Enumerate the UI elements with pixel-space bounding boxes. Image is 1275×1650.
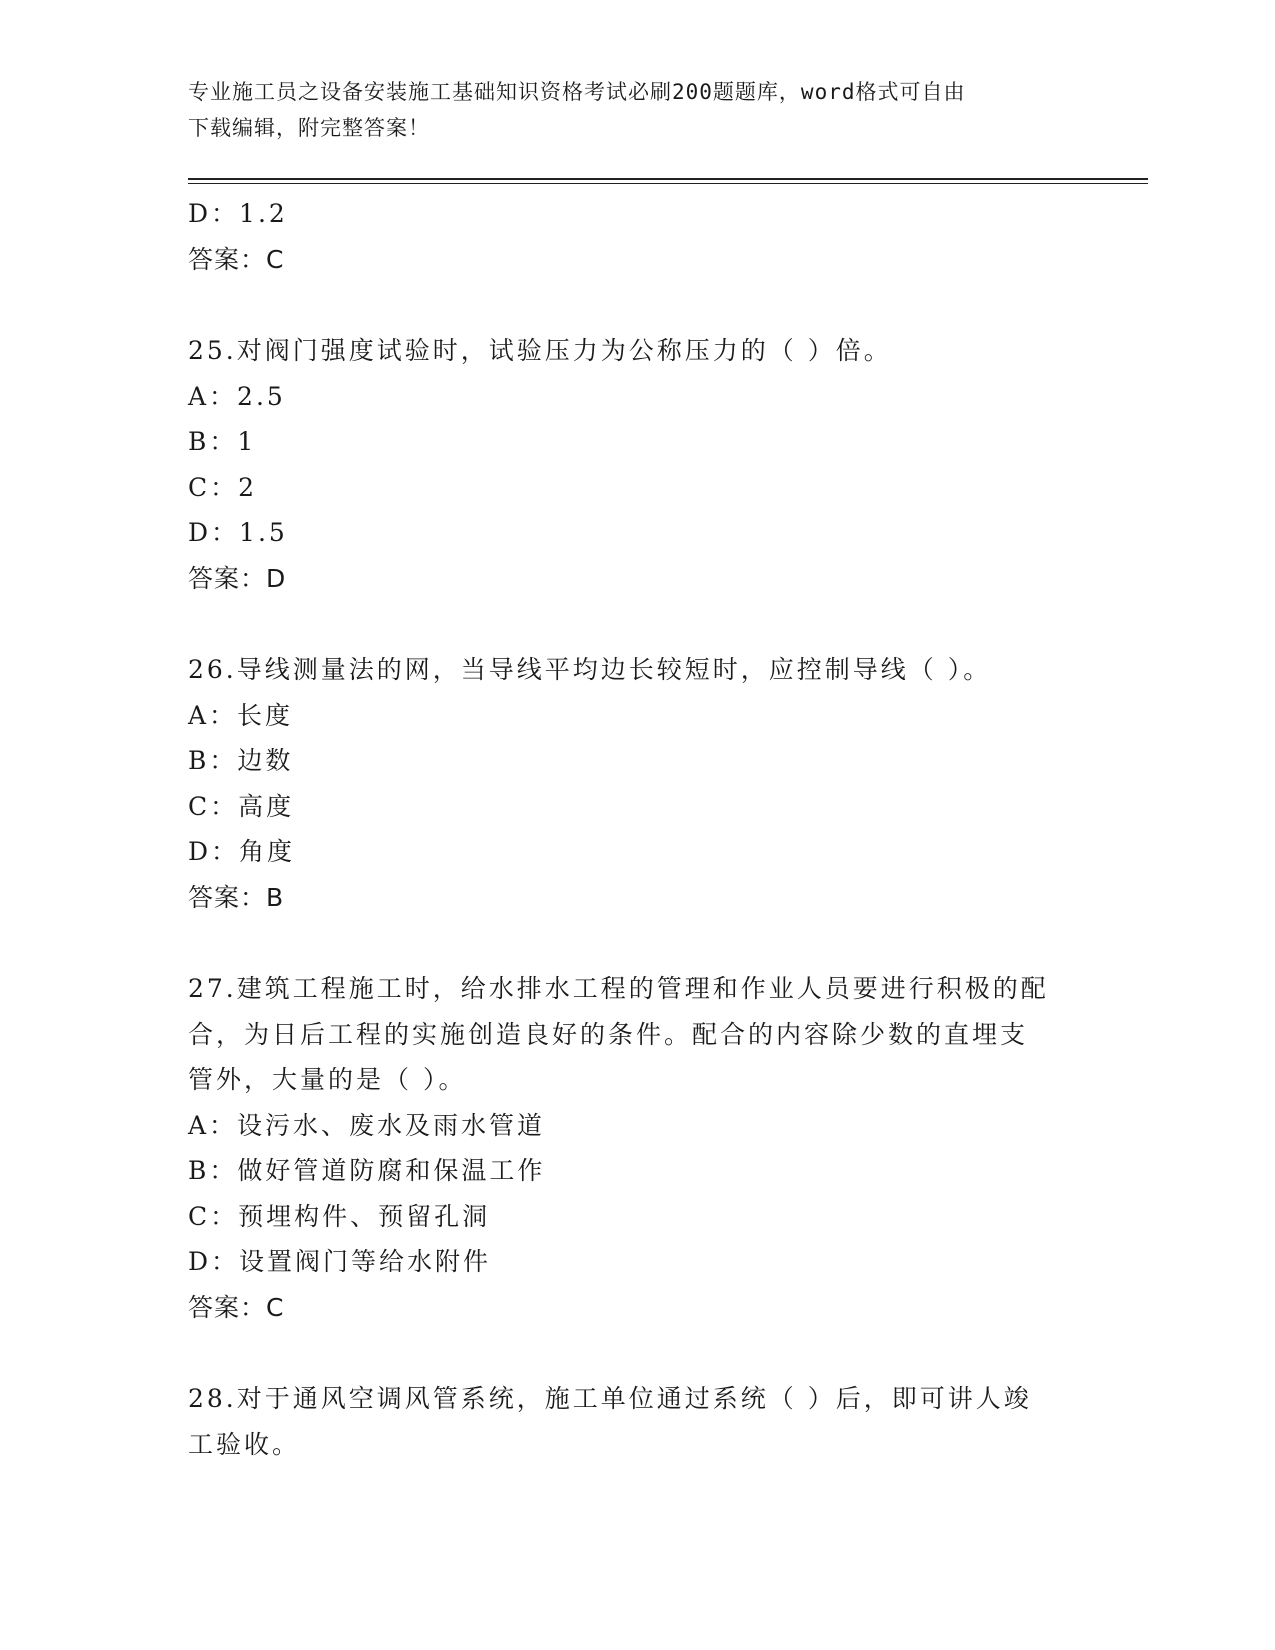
- option-b: B：做好管道防腐和保温工作: [188, 1156, 546, 1185]
- document-header: [188, 74, 1088, 146]
- answer: 答案：D: [188, 563, 287, 593]
- option-d: D：设置阀门等给水附件: [188, 1247, 492, 1276]
- question-27: [188, 966, 1088, 1330]
- question-26: [188, 647, 1088, 920]
- question-text-line-1: 28.对于通风空调风管系统，施工单位通过系统（ ）后，即可讲人竣: [188, 1384, 1032, 1413]
- option-a: A：设污水、废水及雨水管道: [188, 1110, 546, 1140]
- question-text: 26.导线测量法的网，当导线平均边长较短时，应控制导线（ ）。: [188, 655, 992, 684]
- question-28: [188, 1376, 1088, 1467]
- prev-option-d: D：1.2: [188, 199, 288, 228]
- option-a: A：2.5: [188, 381, 286, 411]
- option-b: B：边数: [188, 746, 294, 775]
- header-divider-thin: [188, 183, 1148, 184]
- question-text: 25.对阀门强度试验时，试验压力为公称压力的（ ）倍。: [188, 336, 892, 365]
- option-d: D：1.5: [188, 518, 288, 547]
- option-c: C：预埋构件、预留孔洞: [188, 1201, 491, 1231]
- header-line-1: 专业施工员之设备安装施工基础知识资格考试必刷200题题库，word格式可自由: [188, 80, 966, 104]
- question-text-line-1: 27.建筑工程施工时，给水排水工程的管理和作业人员要进行积极的配: [188, 974, 1049, 1003]
- header-line-2: 下载编辑，附完整答案！: [188, 116, 430, 140]
- option-b: B：1: [188, 427, 257, 456]
- option-a: A：长度: [188, 700, 294, 730]
- option-c: C：2: [188, 472, 258, 502]
- question-list: [188, 191, 1088, 1467]
- header-divider-thick: [188, 178, 1148, 180]
- answer: 答案：C: [188, 1292, 285, 1322]
- answer: 答案：B: [188, 882, 285, 912]
- option-d: D：角度: [188, 837, 296, 866]
- option-c: C：高度: [188, 791, 295, 821]
- question-text-line-3: 管外，大量的是（ ）。: [188, 1065, 467, 1094]
- question-text-line-2: 合，为日后工程的实施创造良好的条件。配合的内容除少数的直埋支: [188, 1019, 1029, 1049]
- question-25: [188, 328, 1088, 601]
- question-text-line-2: 工验收。: [188, 1429, 301, 1459]
- prev-answer: 答案：C: [188, 244, 285, 274]
